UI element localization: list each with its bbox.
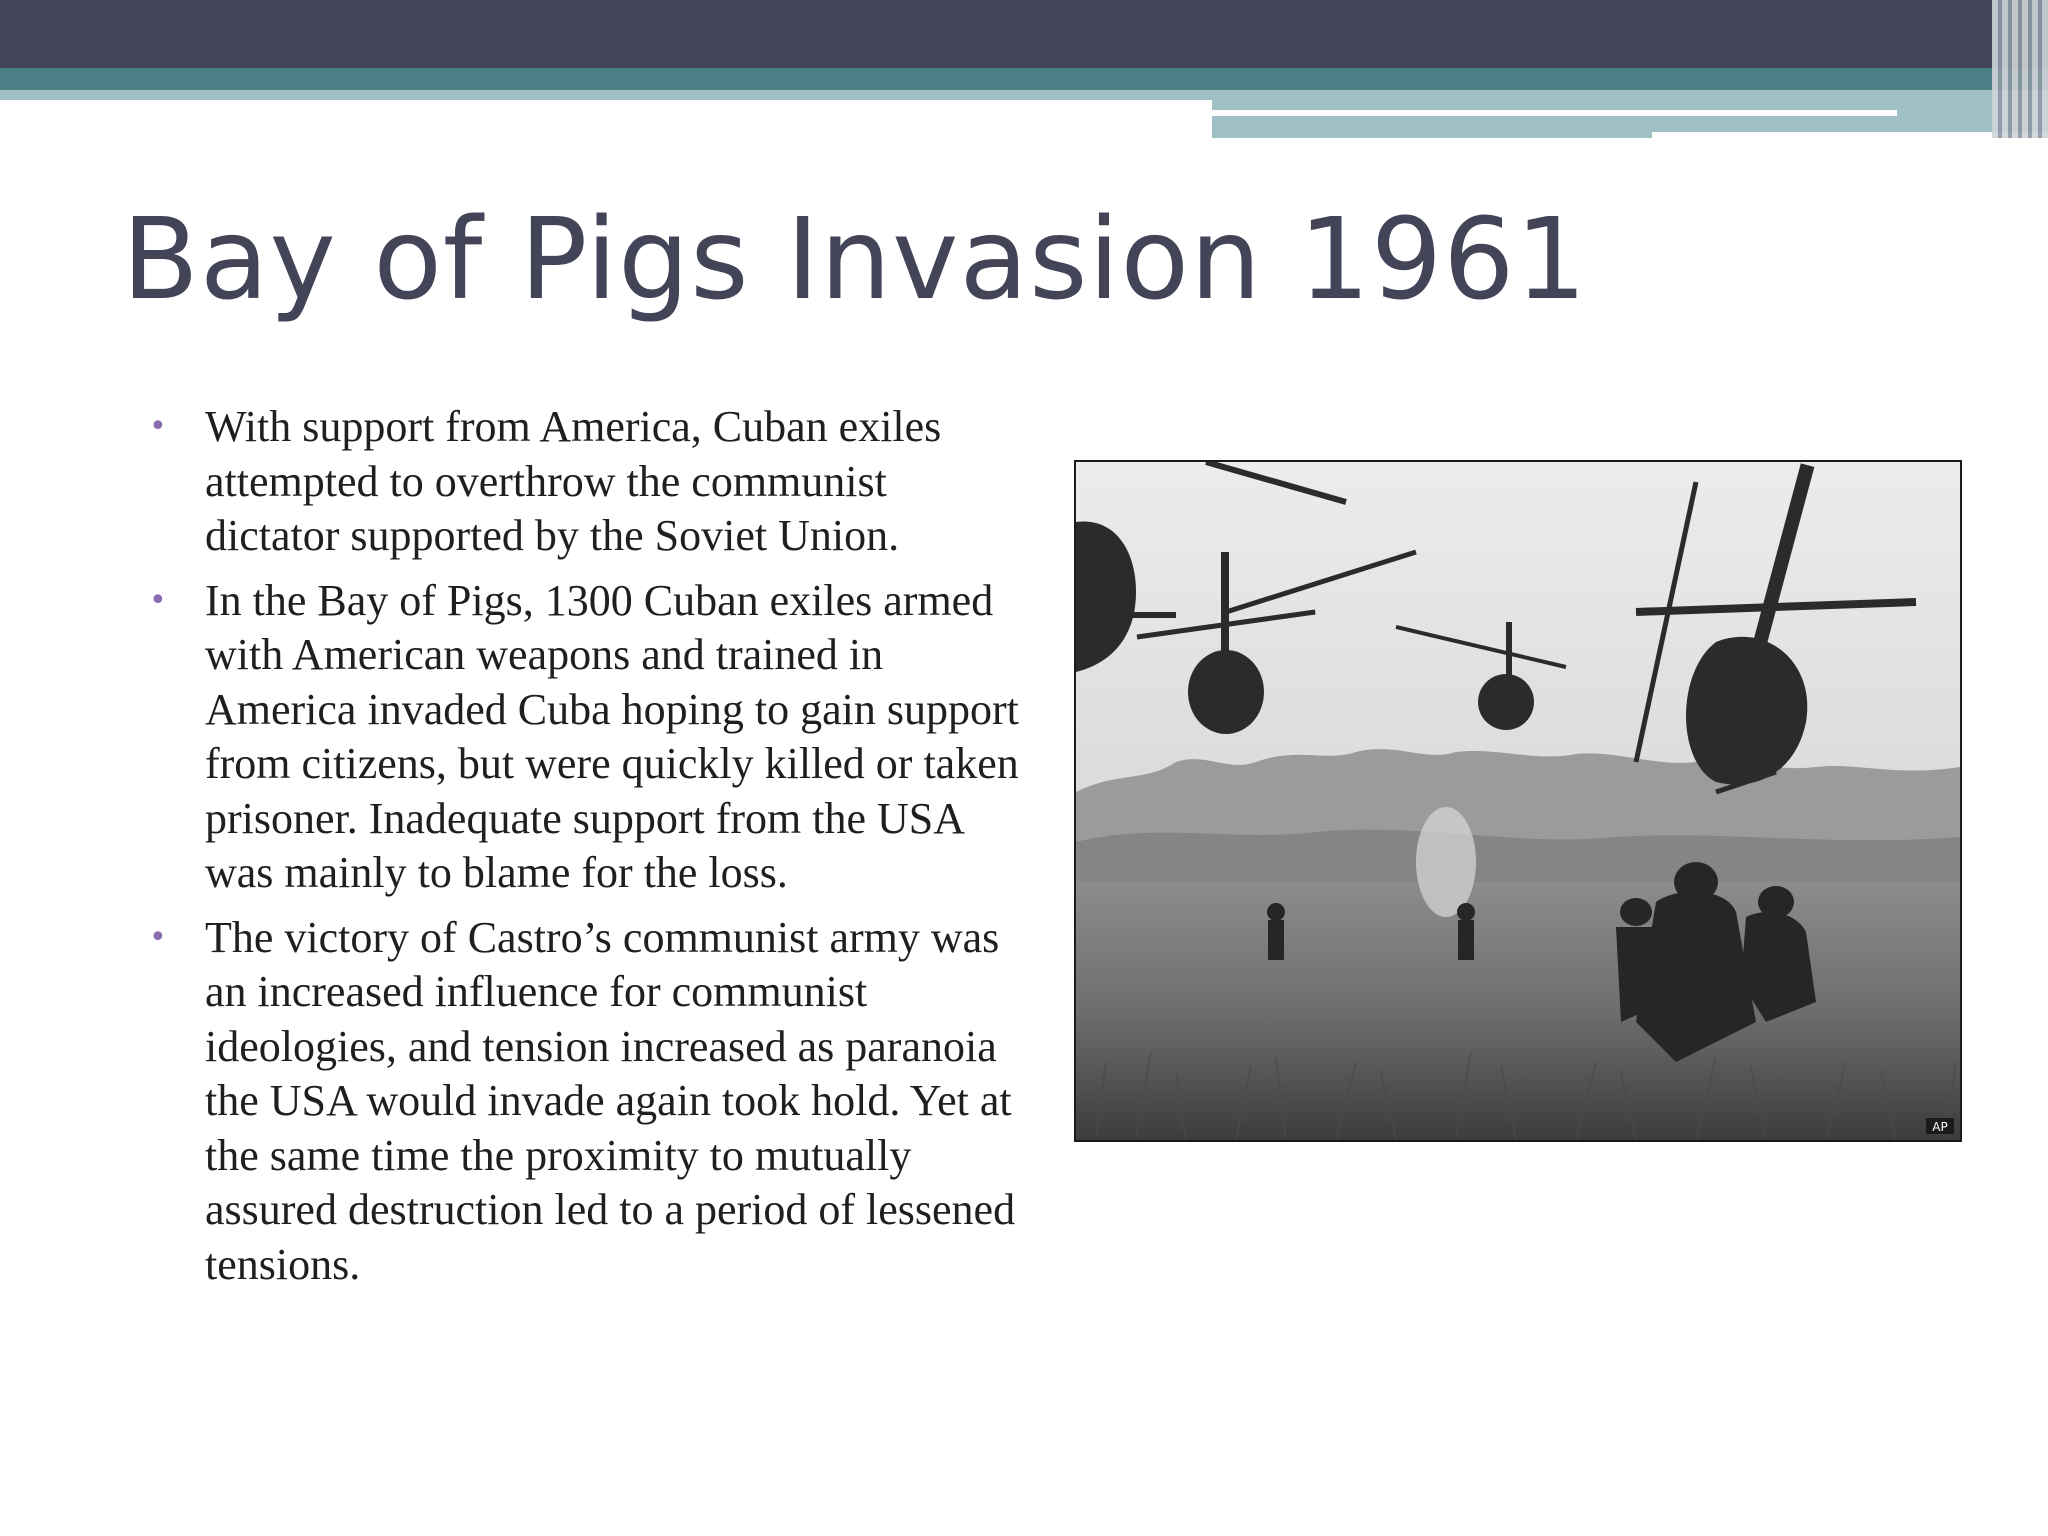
header-bar-teal: [0, 68, 2048, 90]
bullet-item: [145, 400, 1025, 564]
helicopter-photo: [1074, 460, 1962, 1142]
bullet-icon: •: [149, 582, 167, 618]
header-accent-line-2: [1652, 132, 2048, 138]
bullet-item: [145, 911, 1025, 1293]
header-bar-light-left: [0, 90, 1212, 100]
header-accent-line: [1212, 110, 1897, 116]
bullet-content: [145, 400, 1025, 1302]
bullet-icon: •: [149, 409, 167, 444]
helicopter-photo-image: [1076, 462, 1960, 1140]
header-bar-dark: [0, 0, 2048, 68]
bullet-icon: •: [149, 919, 167, 955]
header-edge-stripes: [1992, 0, 2048, 138]
bullet-text: The victory of Castro’s communist army was an increased influence for communist ideologies, and tension increased as paranoia the USA would invade again took hold. Yet at the same time the proximity to mutually assured destruction led to a period of lessened tensions.: [205, 912, 1016, 1289]
bullet-list: [145, 400, 1025, 1292]
bullet-item: [145, 574, 1025, 901]
bullet-text: With support from America, Cuban exiles attempted to overthrow the communist dictator supported by the Soviet Union.: [205, 402, 942, 560]
slide-title: Bay of Pigs Invasion 1961: [122, 195, 1588, 325]
photo-credit: AP: [1932, 1120, 1948, 1134]
bullet-text: In the Bay of Pigs, 1300 Cuban exiles armed with American weapons and trained in America invaded Cuba hoping to gain support from citizens, but were quickly killed or taken prisoner. Inadequate support from the USA was mainly to blame for the loss.: [205, 575, 1019, 897]
